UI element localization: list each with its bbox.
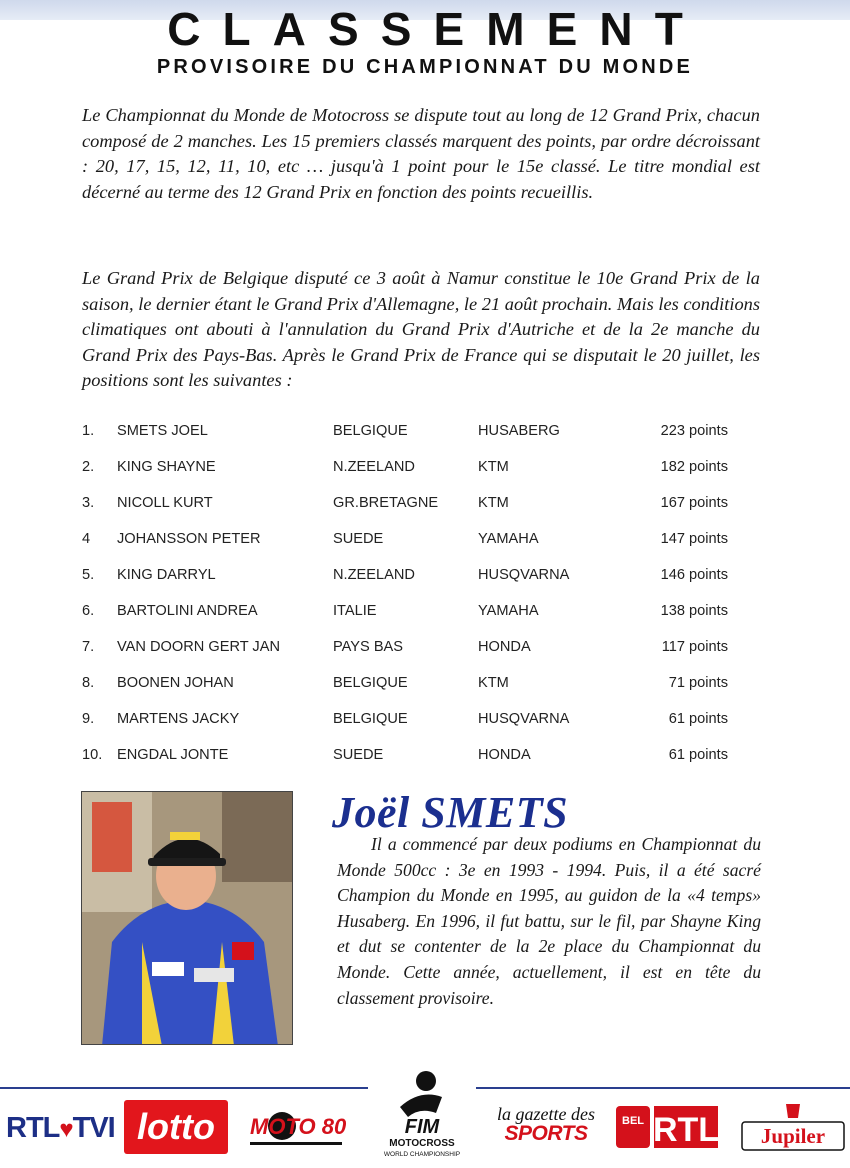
rider-points: 147 points	[660, 531, 728, 547]
rider-country: BELGIQUE	[333, 423, 408, 439]
rider-brand: HONDA	[478, 747, 531, 763]
lotto-logo: lotto	[124, 1100, 228, 1154]
rank: 5.	[82, 567, 95, 583]
rider-points: 117 points	[661, 639, 728, 655]
rider-name: BARTOLINI ANDREA	[117, 603, 258, 619]
rider-name: ENGDAL JONTE	[117, 747, 229, 763]
jupiler-text: Jupiler	[760, 1124, 826, 1148]
rank: 2.	[82, 459, 95, 475]
rank: 9.	[82, 711, 95, 727]
moto80-text: MOTO 80	[250, 1114, 346, 1139]
rank: 3.	[82, 495, 95, 511]
intro-paragraph-1: Le Championnat du Monde de Motocross se dispute tout au long de 12 Grand Prix, chacun composé de 2 manches. Les 15 premiers classés marquent des points, par ordre décroissant : 20, 17, 15, 12, 11, 10, etc … jusqu'à 1 point pour le 15e classé. Le titre mondial est décerné au terme des 12 Grand Prix en fonction des points recueillis.	[82, 105, 760, 202]
rider-brand: KTM	[478, 459, 509, 475]
fim-motocross-logo	[380, 1067, 464, 1163]
rider-brand: YAMAHA	[478, 531, 539, 547]
fim-text: FIM	[404, 1116, 440, 1138]
rank: 10.	[82, 747, 103, 763]
rtl-tvi-left: RTL	[6, 1112, 60, 1144]
rider-name: MARTENS JACKY	[117, 711, 240, 727]
rider-portrait-illustration	[82, 792, 293, 1045]
rider-points: 223 points	[660, 423, 728, 439]
rtl-text: RTL	[652, 1111, 720, 1149]
rank: 8.	[82, 675, 95, 691]
rider-country: GR.BRETAGNE	[333, 495, 439, 511]
bel-rtl-logo	[614, 1104, 720, 1150]
rider-points: 61 points	[668, 711, 728, 727]
heart-icon: ♥	[59, 1116, 73, 1143]
rider-points: 182 points	[660, 459, 728, 475]
rider-name: NICOLL KURT	[117, 495, 213, 511]
gazette-des-sports-logo	[494, 1104, 598, 1146]
rider-country: BELGIQUE	[333, 675, 408, 691]
standings-row	[82, 450, 742, 486]
rider-country: ITALIE	[333, 603, 377, 619]
fim-motocross-text: MOTOCROSS	[389, 1138, 455, 1149]
bio-heading: Joël SMETS	[332, 788, 569, 837]
gazette-line-1: la gazette des	[497, 1104, 595, 1124]
standings-row	[82, 558, 742, 594]
rider-country: SUEDE	[333, 747, 384, 763]
moto80-logo	[246, 1104, 346, 1154]
rtl-tvi-right: TVI	[72, 1112, 115, 1144]
rider-name: VAN DOORN GERT JAN	[117, 639, 280, 655]
rank: 6.	[82, 603, 95, 619]
rider-points: 146 points	[660, 567, 728, 583]
standings-row	[82, 702, 742, 738]
rider-country: SUEDE	[333, 531, 384, 547]
rider-country: PAYS BAS	[333, 639, 404, 655]
rider-brand: KTM	[478, 495, 509, 511]
standings-row	[82, 738, 742, 774]
rider-name: KING SHAYNE	[117, 459, 216, 475]
rank: 1.	[82, 423, 95, 439]
standings-row	[82, 666, 742, 702]
rider-brand: KTM	[478, 675, 509, 691]
intro-paragraph-2: Le Grand Prix de Belgique disputé ce 3 août à Namur constitue le 10e Grand Prix de la saison, le dernier étant le Grand Prix d'Allemagne, le 21 août prochain. Mais les conditions climatiques ont abouti à l'annulation du Grand Prix d'Autriche et de la 2e manche du Grand Prix des Pays-Bas. Après le Grand Prix de France qui se disputait le 20 juillet, les positions sont les suivantes :	[82, 268, 761, 391]
rider-name: KING DARRYL	[117, 567, 216, 583]
rider-country: BELGIQUE	[333, 711, 408, 727]
bel-text: BEL	[622, 1115, 644, 1127]
rider-brand: HUSQVARNA	[478, 567, 570, 583]
rider-name: SMETS JOEL	[117, 423, 208, 439]
standings-row	[82, 414, 742, 450]
standings-row	[82, 522, 742, 558]
rank: 4	[82, 531, 91, 547]
page-title: CLASSEMENT	[167, 3, 705, 55]
rider-brand: HONDA	[478, 639, 531, 655]
rider-points: 61 points	[668, 747, 728, 763]
rider-country: N.ZEELAND	[333, 459, 415, 475]
rider-brand: HUSQVARNA	[478, 711, 570, 727]
footer-rule-left	[0, 1087, 368, 1089]
standings-row	[82, 630, 742, 666]
rider-brand: YAMAHA	[478, 603, 539, 619]
rider-points: 138 points	[660, 603, 728, 619]
rank: 7.	[82, 639, 95, 655]
footer-rule-right	[476, 1087, 850, 1089]
rider-brand: HUSABERG	[478, 423, 560, 439]
rtl-tvi-logo	[6, 1112, 115, 1145]
standings-row	[82, 594, 742, 630]
rider-name: JOHANSSON PETER	[117, 531, 261, 547]
rider-photo	[81, 791, 293, 1045]
page-subtitle: PROVISOIRE DU CHAMPIONNAT DU MONDE	[156, 56, 694, 78]
rider-name: BOONEN JOHAN	[117, 675, 234, 691]
standings-row	[82, 486, 742, 522]
rider-country: N.ZEELAND	[333, 567, 415, 583]
rider-points: 167 points	[660, 495, 728, 511]
fim-championship-text: WORLD CHAMPIONSHIP	[383, 1151, 461, 1158]
gazette-line-2: SPORTS	[504, 1122, 588, 1145]
bio-paragraph: Il a commencé par deux podiums en Championnat du Monde 500cc : 3e en 1993 - 1994. Puis, il a été sacré Champion du Monde en 1995, au guidon de la «4 temps» Husaberg. En 1996, il fut battu, sur le fil, par Shayne King et dut se contenter de la 2e place du Championnat du Monde. Cette année, actuellement, il est en tête du classement provisoire.	[337, 834, 761, 1008]
jupiler-logo	[740, 1100, 846, 1156]
rider-points: 71 points	[668, 675, 728, 691]
standings-table	[82, 414, 742, 774]
